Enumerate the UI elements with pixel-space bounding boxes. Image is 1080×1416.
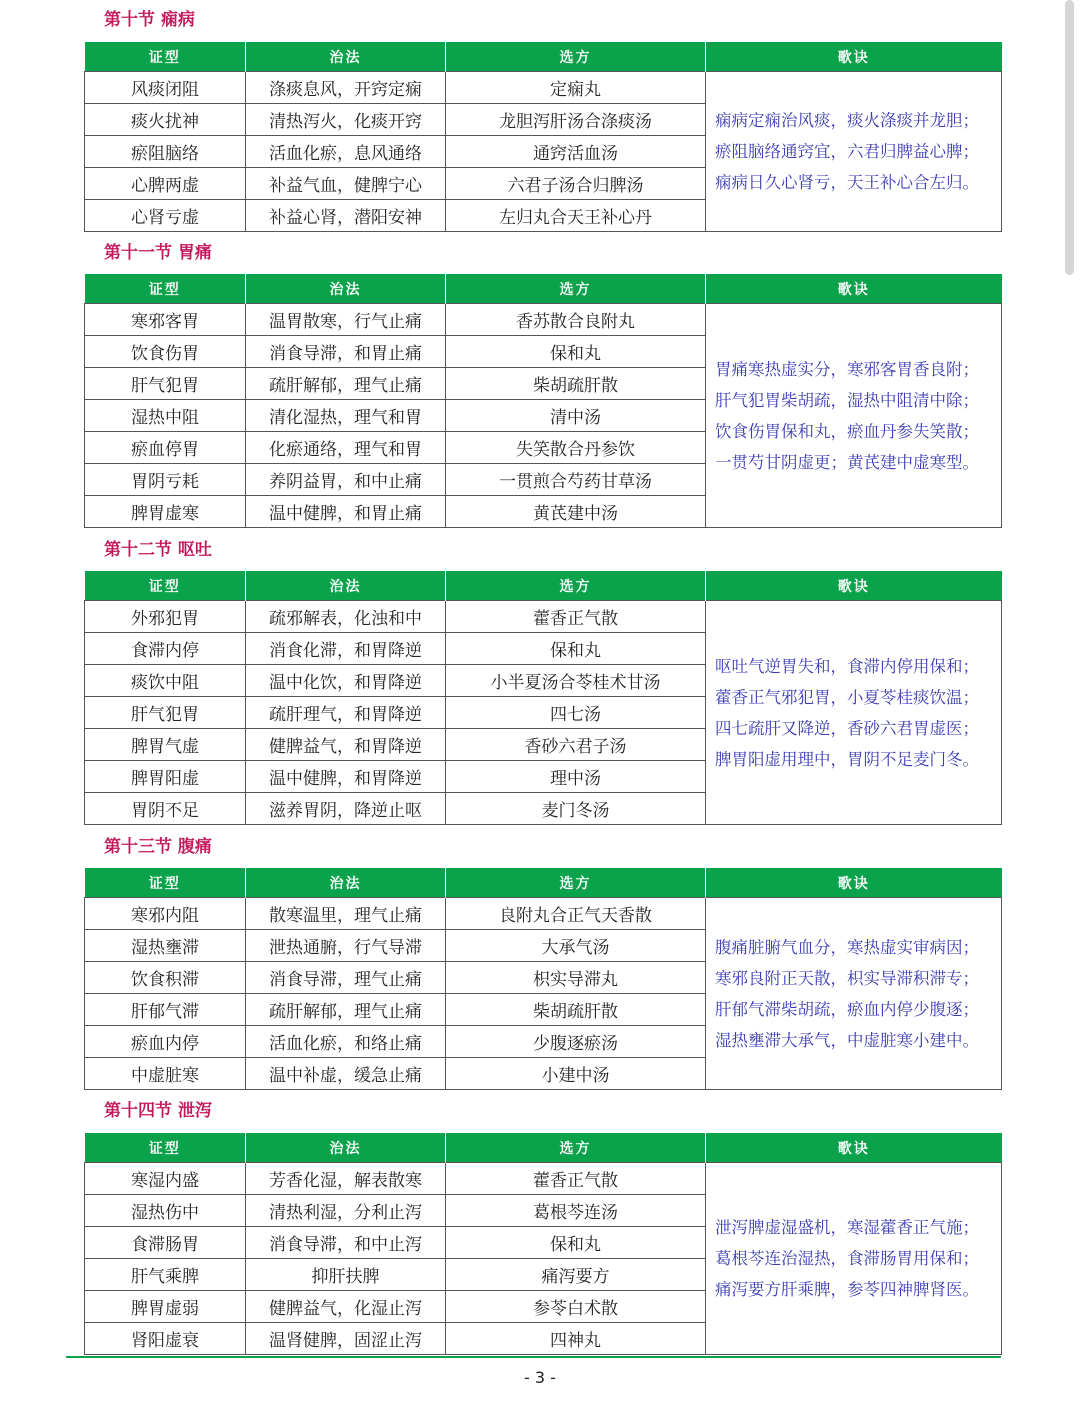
column-header: 选方 bbox=[446, 571, 706, 601]
formula-cell: 小半夏汤合苓桂术甘汤 bbox=[446, 665, 706, 697]
mnemonic-cell bbox=[706, 1163, 1002, 1355]
treatment-cell: 疏肝理气，和胃降逆 bbox=[246, 697, 446, 729]
mnemonic-line: 四七疏肝又降逆，香砂六君胃虚医； bbox=[715, 718, 979, 738]
formula-cell: 小建中汤 bbox=[446, 1058, 706, 1090]
column-header: 选方 bbox=[446, 868, 706, 898]
mnemonic-line: 痫病日久心肾亏，天王补心合左归。 bbox=[715, 173, 979, 192]
treatment-cell: 温中化饮，和胃降逆 bbox=[246, 665, 446, 697]
column-header: 治法 bbox=[246, 1133, 446, 1163]
mnemonic-line: 肝郁气滞柴胡疏，瘀血内停少腹逐； bbox=[715, 999, 979, 1019]
syndrome-cell: 饮食伤胃 bbox=[85, 336, 246, 368]
formula-cell: 清中汤 bbox=[446, 400, 706, 432]
treatment-cell: 滋养胃阴，降逆止呕 bbox=[246, 793, 446, 825]
mnemonic-line: 脾胃阳虚用理中，胃阴不足麦门冬。 bbox=[715, 749, 979, 769]
treatment-cell: 温中补虚，缓急止痛 bbox=[246, 1058, 446, 1090]
syndrome-cell: 痰饮中阻 bbox=[85, 665, 246, 697]
treatment-cell: 温中健脾，和胃止痛 bbox=[246, 496, 446, 528]
formula-cell: 少腹逐瘀汤 bbox=[446, 1026, 706, 1058]
formula-cell: 香砂六君子汤 bbox=[446, 729, 706, 761]
formula-cell: 麦门冬汤 bbox=[446, 793, 706, 825]
mnemonic-cell bbox=[706, 72, 1002, 232]
table-header-row bbox=[85, 1133, 1002, 1163]
syndrome-table bbox=[84, 1133, 1002, 1355]
column-header: 治法 bbox=[246, 571, 446, 601]
treatment-cell: 抑肝扶脾 bbox=[246, 1259, 446, 1291]
treatment-cell: 散寒温里，理气止痛 bbox=[246, 898, 446, 930]
column-header: 证型 bbox=[85, 571, 246, 601]
table-header-row bbox=[85, 42, 1002, 72]
section-title: 第十三节 腹痛 bbox=[104, 837, 212, 857]
syndrome-cell: 胃阴亏耗 bbox=[85, 464, 246, 496]
syndrome-cell: 寒邪内阻 bbox=[85, 898, 246, 930]
syndrome-table bbox=[84, 42, 1002, 232]
formula-cell: 通窍活血汤 bbox=[446, 136, 706, 168]
formula-cell: 保和丸 bbox=[446, 336, 706, 368]
syndrome-cell: 湿热壅滞 bbox=[85, 930, 246, 962]
syndrome-cell: 中虚脏寒 bbox=[85, 1058, 246, 1090]
treatment-cell: 疏肝解郁，理气止痛 bbox=[246, 368, 446, 400]
column-header: 选方 bbox=[446, 1133, 706, 1163]
mnemonic-line: 湿热壅滞大承气，中虚脏寒小建中。 bbox=[715, 1030, 979, 1050]
formula-cell: 四神丸 bbox=[446, 1323, 706, 1355]
formula-cell: 定痫丸 bbox=[446, 72, 706, 104]
syndrome-cell: 食滞内停 bbox=[85, 633, 246, 665]
mnemonic-line: 藿香正气邪犯胃，小夏苓桂痰饮温； bbox=[715, 687, 979, 707]
column-header: 证型 bbox=[85, 868, 246, 898]
table-header-row bbox=[85, 868, 1002, 898]
syndrome-cell: 湿热伤中 bbox=[85, 1195, 246, 1227]
mnemonic-line: 寒邪良附正天散，枳实导滞积滞专； bbox=[715, 968, 979, 988]
treatment-cell: 温胃散寒，行气止痛 bbox=[246, 304, 446, 336]
syndrome-cell: 外邪犯胃 bbox=[85, 601, 246, 633]
formula-cell: 藿香正气散 bbox=[446, 601, 706, 633]
treatment-cell: 消食化滞，和胃降逆 bbox=[246, 633, 446, 665]
formula-cell: 理中汤 bbox=[446, 761, 706, 793]
syndrome-cell: 寒邪客胃 bbox=[85, 304, 246, 336]
treatment-cell: 温肾健脾，固涩止泻 bbox=[246, 1323, 446, 1355]
treatment-cell: 补益气血，健脾宁心 bbox=[246, 168, 446, 200]
mnemonic-line: 肝气犯胃柴胡疏，湿热中阻清中除； bbox=[715, 390, 979, 410]
mnemonic-line: 泄泻脾虚湿盛机，寒湿藿香正气施； bbox=[715, 1218, 979, 1237]
table-row bbox=[85, 72, 1002, 104]
formula-cell: 葛根芩连汤 bbox=[446, 1195, 706, 1227]
syndrome-table bbox=[84, 868, 1002, 1090]
treatment-cell: 清化湿热，理气和胃 bbox=[246, 400, 446, 432]
formula-cell: 参苓白术散 bbox=[446, 1291, 706, 1323]
treatment-cell: 涤痰息风，开窍定痫 bbox=[246, 72, 446, 104]
treatment-cell: 养阴益胃，和中止痛 bbox=[246, 464, 446, 496]
table-row bbox=[85, 1163, 1002, 1195]
formula-cell: 藿香正气散 bbox=[446, 1163, 706, 1195]
syndrome-cell: 瘀血内停 bbox=[85, 1026, 246, 1058]
formula-cell: 柴胡疏肝散 bbox=[446, 368, 706, 400]
scrollbar[interactable] bbox=[1065, 0, 1074, 275]
formula-cell: 保和丸 bbox=[446, 1227, 706, 1259]
syndrome-cell: 肝气犯胃 bbox=[85, 368, 246, 400]
treatment-cell: 消食导滞，理气止痛 bbox=[246, 962, 446, 994]
treatment-cell: 消食导滞，和胃止痛 bbox=[246, 336, 446, 368]
syndrome-cell: 肝气乘脾 bbox=[85, 1259, 246, 1291]
column-header: 证型 bbox=[85, 274, 246, 304]
treatment-cell: 化瘀通络，理气和胃 bbox=[246, 432, 446, 464]
formula-cell: 柴胡疏肝散 bbox=[446, 994, 706, 1026]
treatment-cell: 消食导滞，和中止泻 bbox=[246, 1227, 446, 1259]
table-header-row bbox=[85, 571, 1002, 601]
treatment-cell: 补益心肾，潜阳安神 bbox=[246, 200, 446, 232]
column-header: 治法 bbox=[246, 868, 446, 898]
syndrome-table bbox=[84, 571, 1002, 825]
table-row bbox=[85, 898, 1002, 930]
column-header: 治法 bbox=[246, 42, 446, 72]
mnemonic-line: 腹痛脏腑气血分，寒热虚实审病因； bbox=[715, 937, 979, 957]
mnemonic-line: 葛根芩连治湿热，食滞肠胃用保和； bbox=[715, 1249, 979, 1268]
syndrome-cell: 胃阴不足 bbox=[85, 793, 246, 825]
syndrome-cell: 肝郁气滞 bbox=[85, 994, 246, 1026]
formula-cell: 失笑散合丹参饮 bbox=[446, 432, 706, 464]
formula-cell: 左归丸合天王补心丹 bbox=[446, 200, 706, 232]
formula-cell: 黄芪建中汤 bbox=[446, 496, 706, 528]
mnemonic-line: 痛泻要方肝乘脾，参苓四神脾肾医。 bbox=[715, 1280, 979, 1299]
formula-cell: 大承气汤 bbox=[446, 930, 706, 962]
section-title: 第十节 痫病 bbox=[104, 10, 195, 30]
syndrome-cell: 肝气犯胃 bbox=[85, 697, 246, 729]
section-title: 第十二节 呕吐 bbox=[104, 540, 212, 560]
syndrome-cell: 脾胃虚寒 bbox=[85, 496, 246, 528]
syndrome-cell: 脾胃虚弱 bbox=[85, 1291, 246, 1323]
syndrome-cell: 脾胃阳虚 bbox=[85, 761, 246, 793]
column-header: 歌诀 bbox=[706, 868, 1002, 898]
footer-divider bbox=[66, 1356, 1001, 1358]
treatment-cell: 疏肝解郁，理气止痛 bbox=[246, 994, 446, 1026]
mnemonic-cell bbox=[706, 601, 1002, 825]
syndrome-cell: 饮食积滞 bbox=[85, 962, 246, 994]
syndrome-cell: 心脾两虚 bbox=[85, 168, 246, 200]
treatment-cell: 芳香化湿，解表散寒 bbox=[246, 1163, 446, 1195]
page-number: - 3 - bbox=[524, 1368, 556, 1387]
syndrome-cell: 食滞肠胃 bbox=[85, 1227, 246, 1259]
treatment-cell: 健脾益气，和胃降逆 bbox=[246, 729, 446, 761]
treatment-cell: 泄热通腑，行气导滞 bbox=[246, 930, 446, 962]
mnemonic-line: 胃痛寒热虚实分，寒邪客胃香良附； bbox=[715, 359, 979, 379]
mnemonic-line: 饮食伤胃保和丸，瘀血丹参失笑散； bbox=[715, 421, 979, 441]
syndrome-cell: 痰火扰神 bbox=[85, 104, 246, 136]
column-header: 证型 bbox=[85, 42, 246, 72]
formula-cell: 枳实导滞丸 bbox=[446, 962, 706, 994]
section-title: 第十四节 泄泻 bbox=[104, 1101, 212, 1121]
syndrome-cell: 瘀血停胃 bbox=[85, 432, 246, 464]
column-header: 歌诀 bbox=[706, 274, 1002, 304]
column-header: 歌诀 bbox=[706, 42, 1002, 72]
treatment-cell: 健脾益气，化湿止泻 bbox=[246, 1291, 446, 1323]
treatment-cell: 活血化瘀，和络止痛 bbox=[246, 1026, 446, 1058]
treatment-cell: 活血化瘀，息风通络 bbox=[246, 136, 446, 168]
mnemonic-cell bbox=[706, 304, 1002, 528]
treatment-cell: 疏邪解表，化浊和中 bbox=[246, 601, 446, 633]
column-header: 证型 bbox=[85, 1133, 246, 1163]
syndrome-cell: 瘀阻脑络 bbox=[85, 136, 246, 168]
column-header: 选方 bbox=[446, 42, 706, 72]
mnemonic-line: 一贯芍甘阴虚更；黄芪建中虚寒型。 bbox=[715, 452, 979, 472]
treatment-cell: 清热泻火，化痰开窍 bbox=[246, 104, 446, 136]
formula-cell: 痛泻要方 bbox=[446, 1259, 706, 1291]
formula-cell: 良附丸合正气天香散 bbox=[446, 898, 706, 930]
syndrome-cell: 寒湿内盛 bbox=[85, 1163, 246, 1195]
treatment-cell: 清热利湿，分利止泻 bbox=[246, 1195, 446, 1227]
section-title: 第十一节 胃痛 bbox=[104, 243, 212, 263]
column-header: 歌诀 bbox=[706, 1133, 1002, 1163]
mnemonic-line: 痫病定痫治风痰，痰火涤痰并龙胆； bbox=[715, 111, 979, 130]
column-header: 歌诀 bbox=[706, 571, 1002, 601]
syndrome-cell: 风痰闭阻 bbox=[85, 72, 246, 104]
column-header: 治法 bbox=[246, 274, 446, 304]
formula-cell: 香苏散合良附丸 bbox=[446, 304, 706, 336]
syndrome-cell: 脾胃气虚 bbox=[85, 729, 246, 761]
table-row bbox=[85, 601, 1002, 633]
mnemonic-line: 瘀阻脑络通窍宜，六君归脾益心脾； bbox=[715, 142, 979, 161]
treatment-cell: 温中健脾，和胃降逆 bbox=[246, 761, 446, 793]
formula-cell: 四七汤 bbox=[446, 697, 706, 729]
mnemonic-line: 呕吐气逆胃失和，食滞内停用保和； bbox=[715, 656, 979, 676]
formula-cell: 一贯煎合芍药甘草汤 bbox=[446, 464, 706, 496]
table-row bbox=[85, 304, 1002, 336]
syndrome-cell: 心肾亏虚 bbox=[85, 200, 246, 232]
syndrome-cell: 湿热中阻 bbox=[85, 400, 246, 432]
table-header-row bbox=[85, 274, 1002, 304]
formula-cell: 保和丸 bbox=[446, 633, 706, 665]
syndrome-table bbox=[84, 274, 1002, 528]
formula-cell: 六君子汤合归脾汤 bbox=[446, 168, 706, 200]
mnemonic-cell bbox=[706, 898, 1002, 1090]
syndrome-cell: 肾阳虚衰 bbox=[85, 1323, 246, 1355]
column-header: 选方 bbox=[446, 274, 706, 304]
formula-cell: 龙胆泻肝汤合涤痰汤 bbox=[446, 104, 706, 136]
